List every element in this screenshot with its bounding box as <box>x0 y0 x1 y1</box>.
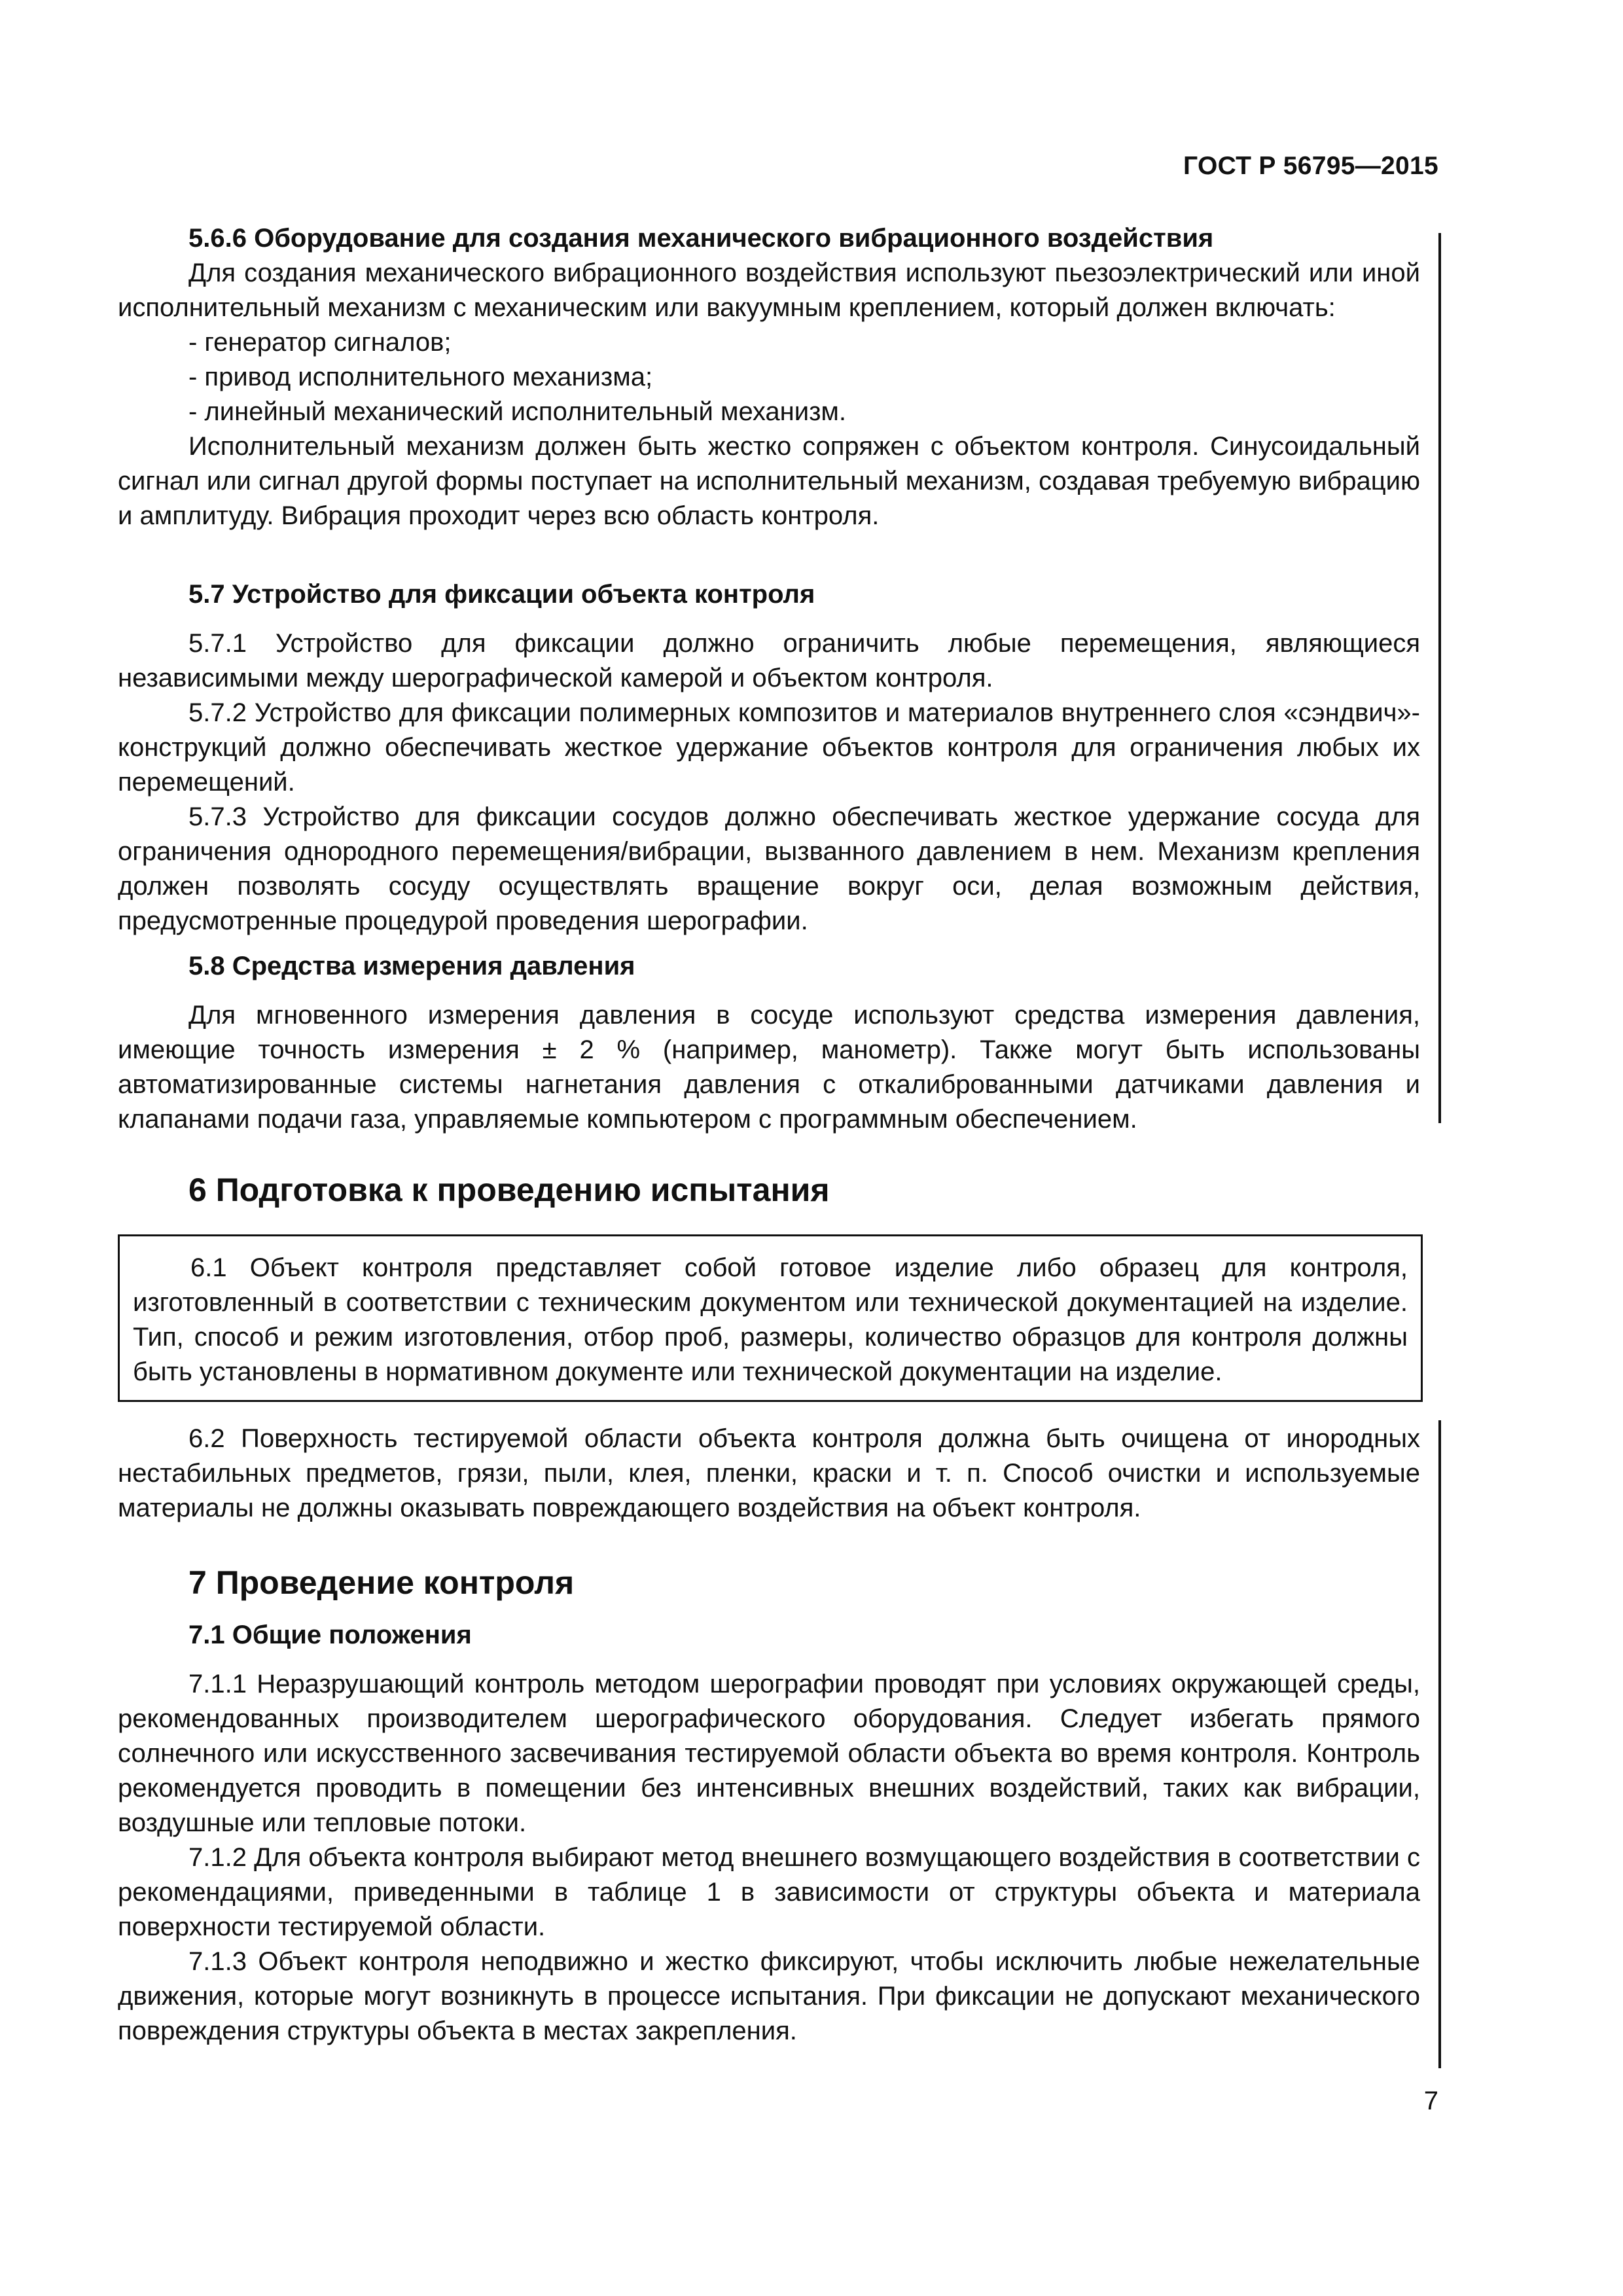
section-5-7 <box>118 577 1420 939</box>
paragraph: 5.7.3 Устройство для фиксации сосудов должно обеспечивать жесткое удержание сосуда для ограничения однородного перемещения/вибрации, вызванного давлением в нем. Механизм крепления должен позволять сосуду осуществлять вращение вокруг оси, делая возможным действия, предусмотренные процедурой проведения шерографии. <box>118 802 1420 935</box>
section-7 <box>118 1562 1420 2049</box>
paragraph: 5.7.2 Устройство для фиксации полимерных композитов и материалов внутреннего слоя «сэндвич»-конструкций должно обеспечивать жесткое удержание объектов контроля для ограничения любых их перемещений. <box>118 698 1420 797</box>
paragraph: 5.7.1 Устройство для фиксации должно ограничить любые перемещения, являющиеся независимыми между шерографической камерой и объектом контроля. <box>118 629 1420 692</box>
section-5-6-6 <box>118 221 1420 533</box>
section-6-heading-block <box>118 1169 1420 1211</box>
paragraph: 6.2 Поверхность тестируемой области объекта контроля должна быть очищена от инородных нестабильных предметов, грязи, пыли, клея, пленки, краски и т. п. Способ очистки и используемые материалы не должны оказывать повреждающего воздействия на объект контроля. <box>118 1424 1420 1522</box>
section-heading: 7.1 Общие положения <box>188 1621 472 1649</box>
paragraph: 7.1.1 Неразрушающий контроль методом шерографии проводят при условиях окружающей среды, рекомендованных производителем шерографического оборудования. Следует избегать прямого солнечного или искусственного засвечивания тестируемой области объекта во время контроля. Контроль рекомендуется проводить в помещении без интенсивных внешних воздействий, таких как вибрации, воздушные или тепловые потоки. <box>118 1670 1420 1837</box>
section-5-8 <box>118 949 1420 1137</box>
chapter-heading: 6 Подготовка к проведению испытания <box>188 1172 830 1208</box>
section-heading: 5.6.6 Оборудование для создания механического вибрационного воздействия <box>188 224 1214 253</box>
chapter-heading: 7 Проведение контроля <box>188 1564 575 1601</box>
paragraph: Исполнительный механизм должен быть жестко сопряжен с объектом контроля. Синусоидальный сигнал или сигнал другой формы поступает на исполнительный механизм, создавая требуемую вибрацию и амплитуду. Вибрация проходит через всю область контроля. <box>118 432 1420 530</box>
list-item: - генератор сигналов; <box>188 328 452 357</box>
paragraph: 6.1 Объект контроля представляет собой готовое изделие либо образец для контроля, изготовленный в соответствии с техническим документом или технической документацией на изделие. Тип, способ и режим изготовления, отбор проб, размеры, количество образцов для контроля должны быть установлены в нормативном документе или технической документации на изделие. <box>133 1253 1408 1386</box>
paragraph: Для мгновенного измерения давления в сосуде используют средства измерения давления, имеющие точность измерения ± 2 % (например, манометр). Также могут быть использованы автоматизированные системы нагнетания давления с откалиброванными датчиками давления и клапанами подачи газа, управляемые компьютером с программным обеспечением. <box>118 1001 1420 1134</box>
section-heading: 5.7 Устройство для фиксации объекта контроля <box>188 580 815 609</box>
list-item: - линейный механический исполнительный механизм. <box>188 397 847 426</box>
paragraph: Для создания механического вибрационного воздействия используют пьезоэлектрический или иной исполнительный механизм с механическим или вакуумным креплением, который должен включать: <box>118 259 1420 322</box>
section-6-2 <box>118 1422 1420 1526</box>
boxed-paragraph <box>118 1234 1423 1402</box>
page-number: 7 <box>1423 2087 1438 2115</box>
revision-bar <box>1438 233 1441 1123</box>
section-heading: 5.8 Средства измерения давления <box>188 952 635 980</box>
document-code: ГОСТ Р 56795—2015 <box>1183 152 1438 180</box>
paragraph: 7.1.2 Для объекта контроля выбирают метод внешнего возмущающего воздействия в соответствии с рекомендациями, приведенными в таблице 1 в зависимости от структуры объекта и материала поверхности тестируемой области. <box>118 1843 1420 1941</box>
revision-bar <box>1438 1420 1441 2068</box>
paragraph: 7.1.3 Объект контроля неподвижно и жестко фиксируют, чтобы исключить любые нежелательные движения, которые могут возникнуть в процессе испытания. При фиксации не допускают механического повреждения структуры объекта в местах закрепления. <box>118 1947 1420 2045</box>
list-item: - привод исполнительного механизма; <box>188 363 653 391</box>
